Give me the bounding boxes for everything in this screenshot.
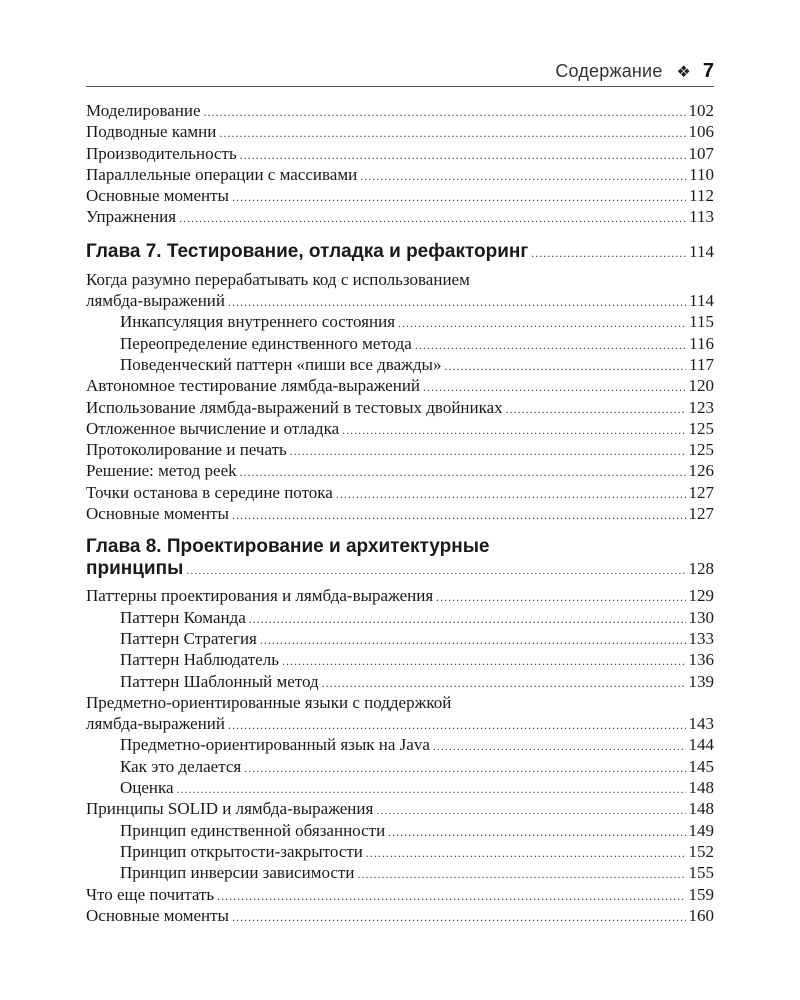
toc-entry-page: 125 bbox=[688, 418, 714, 438]
toc-entry-page: 133 bbox=[688, 628, 714, 648]
toc-entry-first-line[interactable]: Когда разумно перерабатывать код с использованием bbox=[86, 269, 470, 289]
leader-dots bbox=[179, 208, 686, 229]
toc-entry-page: 116 bbox=[689, 333, 714, 353]
toc-entry[interactable] bbox=[86, 905, 714, 926]
toc-entry-label: Поведенческий паттерн «пиши все дважды» bbox=[120, 354, 442, 374]
leader-dots bbox=[388, 822, 685, 843]
chapter-title: Глава 7. Тестирование, отладка и рефакторинг bbox=[86, 240, 529, 262]
header-page-number: 7 bbox=[702, 59, 714, 82]
leader-dots bbox=[531, 241, 686, 265]
toc-entry-label: Основные моменты bbox=[86, 905, 229, 925]
leader-dots bbox=[232, 907, 686, 928]
toc-entry-label: Оценка bbox=[120, 778, 174, 798]
toc-subentry[interactable] bbox=[86, 311, 714, 332]
leader-dots bbox=[436, 587, 685, 608]
toc-entry-page: 123 bbox=[688, 397, 714, 417]
leader-dots bbox=[240, 462, 686, 483]
toc-entry-page: 148 bbox=[688, 799, 714, 819]
toc-entry-page: 120 bbox=[688, 376, 714, 396]
toc-entry-label: Протоколирование и печать bbox=[86, 440, 287, 460]
toc-subentry[interactable] bbox=[86, 354, 714, 375]
leader-dots bbox=[342, 420, 685, 441]
toc-subentry[interactable] bbox=[86, 734, 714, 755]
toc-subentry[interactable] bbox=[86, 607, 714, 628]
toc-entry-label: Отложенное вычисление и отладка bbox=[86, 418, 340, 438]
toc-subentry[interactable] bbox=[86, 628, 714, 649]
toc-entry[interactable] bbox=[86, 121, 714, 142]
toc-entry-page: 159 bbox=[688, 884, 714, 904]
toc-entry-label: Принцип открытости-закрытости bbox=[120, 841, 363, 861]
chapter-7-entry[interactable] bbox=[86, 240, 714, 264]
toc-entry-page: 110 bbox=[689, 164, 714, 184]
toc-entry-label: Принцип инверсии зависимости bbox=[120, 863, 355, 883]
leader-dots bbox=[177, 779, 686, 800]
leader-dots bbox=[186, 559, 685, 581]
table-of-contents bbox=[86, 100, 714, 926]
toc-entry-page: 160 bbox=[688, 905, 714, 925]
toc-entry-label: Паттерн Наблюдатель bbox=[120, 650, 279, 670]
toc-entry[interactable] bbox=[86, 100, 714, 121]
toc-entry[interactable] bbox=[86, 713, 714, 734]
toc-entry-label: Моделирование bbox=[86, 101, 201, 120]
toc-entry[interactable] bbox=[86, 884, 714, 905]
leader-dots bbox=[290, 441, 686, 462]
toc-subentry[interactable] bbox=[86, 820, 714, 841]
toc-entry-label: лямбда-выражений bbox=[86, 714, 225, 734]
toc-subentry[interactable] bbox=[86, 841, 714, 862]
leader-dots bbox=[217, 886, 685, 907]
toc-entry-label: Производительность bbox=[86, 143, 237, 163]
toc-entry[interactable] bbox=[86, 418, 714, 439]
toc-entry-page: 114 bbox=[689, 241, 714, 261]
toc-entry[interactable] bbox=[86, 143, 714, 164]
toc-entry[interactable] bbox=[86, 290, 714, 311]
toc-entry-label: Упражнения bbox=[86, 207, 177, 227]
toc-entry-page: 155 bbox=[688, 863, 714, 883]
toc-entry-page: 115 bbox=[689, 312, 714, 332]
toc-entry-label: Что еще почитать bbox=[86, 884, 215, 904]
toc-entry-label: Точки останова в середине потока bbox=[86, 482, 333, 502]
toc-subentry[interactable] bbox=[86, 333, 714, 354]
chapter-8-entry[interactable] bbox=[86, 558, 714, 580]
toc-entry-page: 143 bbox=[688, 714, 714, 734]
toc-entry-first-line[interactable]: Предметно-ориентированные языки с поддержкой bbox=[86, 692, 452, 712]
toc-entry[interactable] bbox=[86, 185, 714, 206]
running-header bbox=[86, 56, 714, 87]
leader-dots bbox=[228, 292, 686, 313]
leader-dots bbox=[366, 843, 686, 864]
toc-subentry[interactable] bbox=[86, 649, 714, 670]
leader-dots bbox=[240, 145, 686, 166]
toc-entry-page: 136 bbox=[688, 650, 714, 670]
toc-entry-page: 112 bbox=[689, 186, 714, 206]
leader-dots bbox=[433, 736, 686, 757]
toc-entry-label: Переопределение единственного метода bbox=[120, 333, 412, 353]
toc-entry-label: лямбда-выражений bbox=[86, 291, 225, 311]
toc-entry-page: 106 bbox=[688, 122, 714, 142]
leader-dots bbox=[415, 335, 686, 356]
toc-entry-label: Основные моменты bbox=[86, 186, 229, 206]
toc-entry-label: Параллельные операции с массивами bbox=[86, 164, 358, 184]
toc-entry-label: Паттерны проектирования и лямбда-выражения bbox=[86, 586, 434, 606]
toc-entry-page: 139 bbox=[688, 671, 714, 691]
leader-dots bbox=[282, 651, 686, 672]
leader-dots bbox=[219, 123, 685, 144]
toc-entry-page: 113 bbox=[689, 207, 714, 227]
toc-entry-page: 127 bbox=[688, 482, 714, 502]
toc-entry[interactable] bbox=[86, 439, 714, 460]
toc-entry-page: 144 bbox=[688, 735, 714, 755]
toc-entry[interactable] bbox=[86, 585, 714, 606]
toc-entry[interactable] bbox=[86, 503, 714, 524]
toc-entry-page: 127 bbox=[688, 504, 714, 524]
toc-entry-page: 148 bbox=[688, 778, 714, 798]
toc-entry-label: Предметно-ориентированный язык на Java bbox=[120, 735, 430, 755]
leader-dots bbox=[423, 377, 685, 398]
toc-entry[interactable] bbox=[86, 375, 714, 396]
toc-entry-label: Паттерн Команда bbox=[120, 607, 246, 627]
toc-entry-label: Основные моменты bbox=[86, 504, 229, 524]
toc-entry-page: 130 bbox=[688, 607, 714, 627]
toc-entry[interactable] bbox=[86, 460, 714, 481]
chapter-title: принципы bbox=[86, 558, 184, 580]
toc-subentry[interactable] bbox=[86, 671, 714, 692]
toc-subentry[interactable] bbox=[86, 777, 714, 798]
leader-dots bbox=[357, 864, 685, 885]
leader-dots bbox=[249, 609, 686, 630]
toc-entry[interactable] bbox=[86, 397, 714, 418]
leader-dots bbox=[444, 356, 686, 377]
toc-entry-page: 152 bbox=[688, 841, 714, 861]
toc-entry[interactable] bbox=[86, 206, 714, 227]
toc-entry-page: 126 bbox=[688, 461, 714, 481]
toc-entry[interactable] bbox=[86, 164, 714, 185]
toc-entry[interactable] bbox=[86, 482, 714, 503]
toc-entry-label: Паттерн Шаблонный метод bbox=[120, 671, 319, 691]
leader-dots bbox=[376, 800, 685, 821]
leader-dots bbox=[260, 630, 686, 651]
toc-entry-label: Паттерн Стратегия bbox=[120, 628, 257, 648]
toc-entry-label: Инкапсуляция внутреннего состояния bbox=[120, 312, 396, 332]
toc-entry-label: Принцип единственной обязанности bbox=[120, 820, 386, 840]
leader-dots bbox=[336, 484, 686, 505]
toc-entry-label: Автономное тестирование лямбда-выражений bbox=[86, 376, 421, 396]
toc-entry-page: 149 bbox=[688, 820, 714, 840]
leader-dots bbox=[398, 313, 686, 334]
toc-entry-page: 114 bbox=[689, 291, 714, 311]
toc-entry-label: Подводные камни bbox=[86, 122, 217, 142]
toc-entry[interactable] bbox=[86, 798, 714, 819]
leader-dots bbox=[244, 758, 685, 779]
toc-entry-page: 125 bbox=[688, 440, 714, 460]
toc-entry-page: 117 bbox=[689, 354, 714, 374]
toc-entry-label: Принципы SOLID и лямбда-выражения bbox=[86, 799, 374, 819]
toc-subentry[interactable] bbox=[86, 756, 714, 777]
toc-entry-page: 128 bbox=[688, 559, 714, 579]
leader-dots bbox=[204, 102, 686, 123]
toc-entry-page: 145 bbox=[688, 756, 714, 776]
leader-dots bbox=[232, 505, 686, 526]
toc-entry-page: 107 bbox=[688, 143, 714, 163]
leader-dots bbox=[228, 715, 686, 736]
leader-dots bbox=[322, 673, 686, 694]
leader-dots bbox=[232, 187, 686, 208]
toc-subentry[interactable] bbox=[86, 862, 714, 883]
toc-entry-label: Решение: метод peek bbox=[86, 461, 237, 481]
chapter-8-title-first-line[interactable]: Глава 8. Проектирование и архитектурные bbox=[86, 536, 490, 558]
header-title: Содержание bbox=[555, 60, 663, 81]
leader-dots bbox=[506, 399, 686, 420]
ornament-icon: ❖ bbox=[676, 61, 691, 81]
toc-entry-label: Использование лямбда-выражений в тестовых двойниках bbox=[86, 397, 503, 417]
leader-dots bbox=[360, 166, 686, 187]
toc-entry-label: Как это делается bbox=[120, 756, 242, 776]
toc-entry-page: 129 bbox=[688, 586, 714, 606]
toc-entry-page: 102 bbox=[688, 101, 714, 120]
